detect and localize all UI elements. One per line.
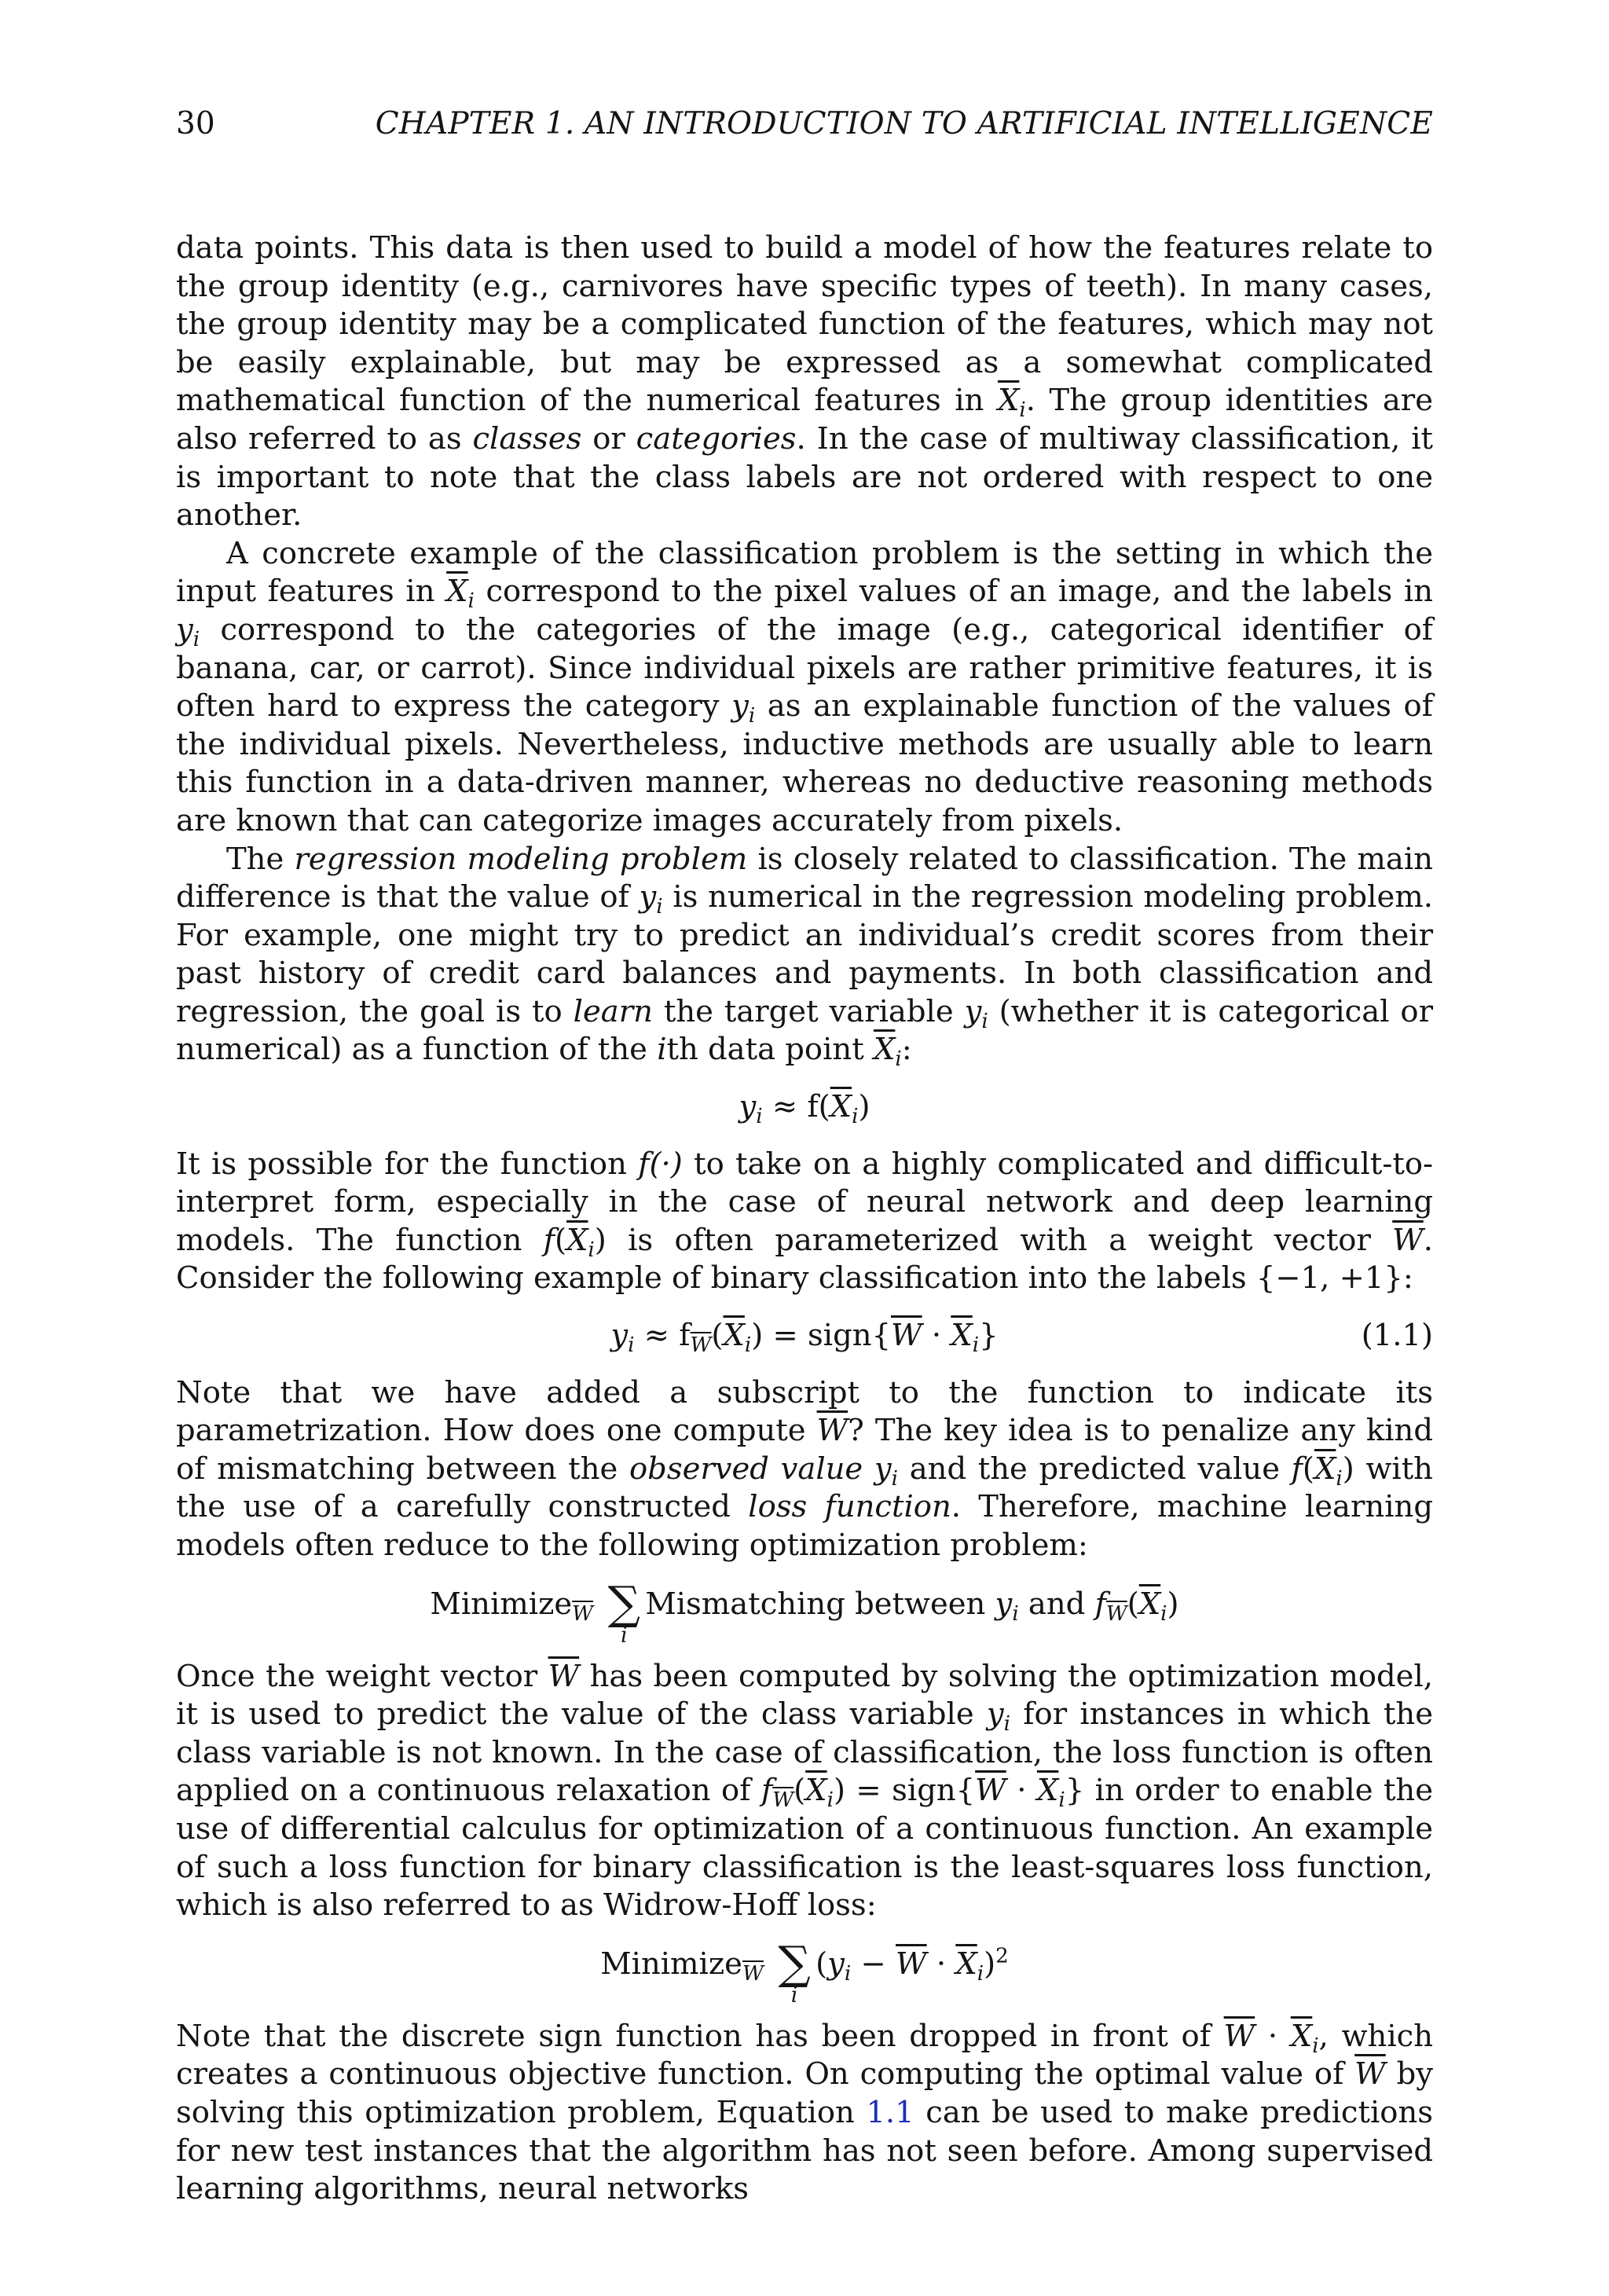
paragraph-2: A concrete example of the classification problem is the setting in which the input features in $\overline{X}_i$ correspond to the pixel values of an image, and the labels in $y_i$ correspond to the categories of the image (e.g., categorical identifier of banana, car, or carrot). Since individual pixels are rather primitive features, it is often hard to express the category $y_i$ as an explainable function of the values of the individual pixels. Nevertheless, inductive methods are usually able to learn this function in a data-driven manner, whereas no deductive reasoning methods are known that can categorize images accurately from pixels. <box>176 535 1434 838</box>
summation-symbol: ∑ i <box>778 1935 811 2008</box>
equation-optimization: Minimize$_{\overline{W}}$ ∑ i Mismatching between $y_i$ and $f_{\overline{W}}(\overline{X}_i)$ <box>430 1575 1179 1648</box>
equation-approximation: $y_i \approx f(\overline{X}_i)$ <box>739 1089 870 1128</box>
paragraph-6: Once the weight vector $\overline{W}$ has been computed by solving the optimization model, it is used to predict the value of the class variable $y_i$ for instances in which the class variable is not known. In the case of classification, the loss function is often applied on a continuous relaxation of $f_{\overline{W}}(\overline{X}_i)$ = $sign\{\overline{W} \cdot \overline{X}_i\}$ in order to enable the use of differential calculus for optimization of a continuous function. An example of such a loss function for binary classification is the least-squares loss function, which is also referred to as Widrow-Hoff loss: <box>176 1658 1434 1924</box>
body-text <box>176 229 1433 2209</box>
equation-1-1: $y_i \approx f_{\overline{W}}(\overline{X}_i)$ = $sign\{\overline{W} \cdot \overline{X}_i\}$ (1.1) <box>610 1318 1433 1357</box>
equation-reference-link[interactable]: 1.1 <box>866 2094 914 2130</box>
equation-number: (1.1) <box>1361 1318 1433 1354</box>
paragraph-3: The regression modeling problem is closely related to classification. The main difference is that the value of $y_i$ is numerical in the regression modeling problem. For example, one might try to predict an individual’s credit scores from their past history of credit card balances and payments. In both classification and regression, the goal is to learn the target variable $y_i$ (whether it is categorical or numerical) as a function of the ith data point $\overline{X}_i$: <box>176 841 1434 1072</box>
summation-symbol: ∑ i <box>607 1575 641 1648</box>
paragraph-7: Note that the discrete sign function has been dropped in front of $\overline{W} \cdot \overline{X}_i$, which creates a continuous objective function. On computing the optimal value of $\overline{W}$ by solving this optimization problem, Equation 1.1 can be used to make predictions for new test instances that the algorithm has not seen before. Among supervised learning algorithms, neural networks <box>176 2018 1434 2207</box>
running-header <box>176 106 1433 147</box>
chapter-title: CHAPTER 1. AN INTRODUCTION TO ARTIFICIAL INTELLIGENCE <box>375 106 1433 141</box>
paragraph-5: Note that we have added a subscript to the function to indicate its parametrization. How does one compute $\overline{W}$? The key idea is to penalize any kind of mismatching between the observed value $y_i$ and the predicted value $f(\overline{X}_i)$ with the use of a carefully constructed loss function. Therefore, machine learning models often reduce to the following optimization problem: <box>176 1374 1433 1563</box>
page-number: 30 <box>176 106 215 141</box>
paragraph-1: data points. This data is then used to build a model of how the features relate to the group identity (e.g., carnivores have specific types of teeth). In many cases, the group identity may be a complicated function of the features, which may not be easily explainable, but may be expressed as a somewhat complicated mathematical function of the numerical features in $\overline{X}_i$. The group identities are also referred to as classes or categories. In the case of multiway classification, it is important to note that the class labels are not ordered with respect to one another. <box>176 230 1434 534</box>
paragraph-4: It is possible for the function f(·) to take on a highly complicated and difficult-to-interpret form, especially in the case of neural network and deep learning models. The function $f(\overline{X}_i)$ is often parameterized with a weight vector $\overline{W}$. Consider the following example of binary classification into the labels {−1, +1}: <box>176 1146 1434 1297</box>
equation-least-squares: Minimize$_{\overline{W}}$ ∑ i $(y_i - \overline{W} \cdot \overline{X}_i)^2$ <box>600 1935 1009 2008</box>
